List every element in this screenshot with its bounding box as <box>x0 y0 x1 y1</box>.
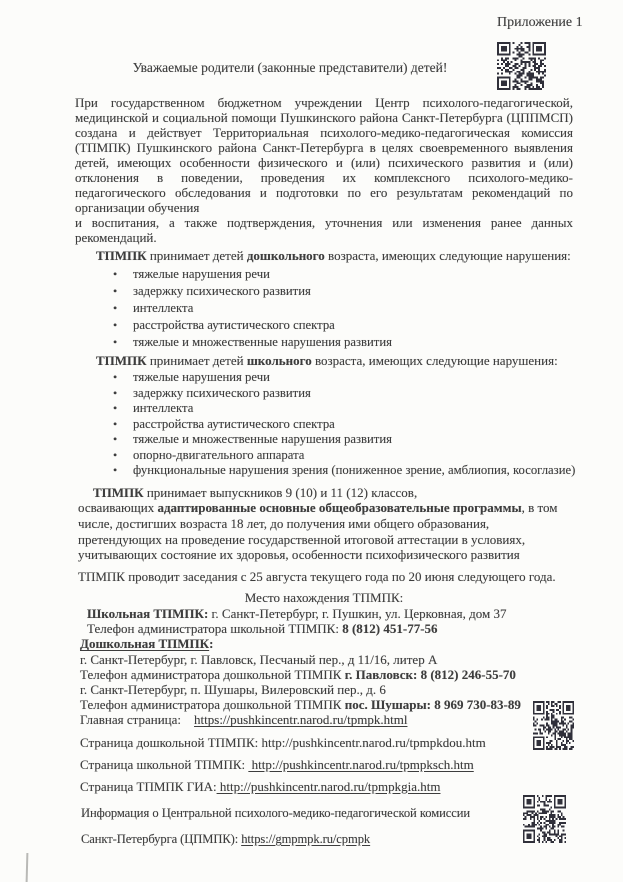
text-line <box>75 155 573 170</box>
text-line <box>80 652 573 667</box>
text-segment: г. Павловск: 8 (812) 246-55-70 <box>344 666 516 682</box>
text-line <box>80 682 573 697</box>
list-item <box>75 370 573 386</box>
text-segment: принимает детей <box>146 248 247 263</box>
text-segment: Телефон администратора дошкольной ТПМПК <box>80 697 345 713</box>
text-line <box>78 516 573 532</box>
text-line <box>78 485 573 501</box>
list-item-label: задержку психического развития <box>133 284 311 298</box>
preschool-section-intro <box>75 248 573 263</box>
bullet-icon: • <box>113 432 118 446</box>
page-links-block <box>75 735 573 794</box>
text-line <box>81 826 470 852</box>
text-segment: Дошкольная ТПМПК <box>80 636 210 652</box>
text-segment: При государственном бюджетном учреждении Центр психолого-педагогической, <box>75 95 573 110</box>
text-segment: и воспитания, а также подтверждения, уточнения или изменения ранее данных <box>75 215 573 230</box>
list-item <box>75 386 573 402</box>
text-line <box>75 170 573 185</box>
text-segment: г. Санкт-Петербург, г. Павловск, Песчаный пер., д 11/16, литер А <box>80 651 438 667</box>
list-item-label: опорно-двигательного аппарата <box>133 447 305 462</box>
text-segment: : <box>209 636 214 652</box>
text-line <box>75 353 573 368</box>
list-item <box>75 417 573 433</box>
text-segment: ТПМПК <box>96 248 147 263</box>
list-item-label: задержку психического развития <box>133 385 311 400</box>
bullet-icon: • <box>113 370 118 384</box>
bullet-icon: • <box>113 463 118 477</box>
list-item-label: интеллекта <box>133 401 194 415</box>
list-item <box>75 334 573 351</box>
list-item-label: тяжелые нарушения речи <box>133 267 270 281</box>
text-segment: числе, достигших возраста 18 лет, до получения ими общего образования, <box>78 515 490 531</box>
text-line <box>80 697 573 712</box>
text-line <box>81 800 470 826</box>
link-url[interactable]: https://gmpmpk.ru/cpmpk <box>241 832 371 846</box>
text-segment: осваивающих <box>78 500 158 516</box>
school-section-intro <box>75 353 573 368</box>
bullet-icon: • <box>113 385 118 400</box>
scan-artifact <box>26 853 28 882</box>
bullet-icon: • <box>113 318 118 332</box>
intro-paragraph <box>75 95 573 245</box>
text-line <box>75 215 573 230</box>
text-line <box>75 95 573 110</box>
bullet-icon: • <box>113 301 118 315</box>
text-line <box>78 547 573 563</box>
bullet-icon: • <box>113 267 118 281</box>
list-item <box>75 432 573 448</box>
text-segment: Страница дошкольной ТПМПК: <box>80 734 262 750</box>
text-segment: возраста, имеющих следующие нарушения: <box>324 248 571 263</box>
graduates-paragraph <box>75 485 573 564</box>
link-url[interactable]: http://pushkincentr.narod.ru/tpmpkgia.htm <box>216 778 441 794</box>
bullet-icon: • <box>113 335 118 349</box>
link-url[interactable]: https://pushkincentr.narod.ru/tpmpk.html <box>194 712 408 728</box>
text-line <box>75 185 573 200</box>
text-line <box>80 712 573 727</box>
text-segment: организации обучения <box>75 200 200 215</box>
address-block <box>75 606 573 728</box>
text-segment: принимает выпускников 9 (10) и 11 (12) классов, <box>143 484 418 500</box>
text-line <box>80 757 573 772</box>
text-segment: создана и действует Территориальная психолого-медико-педагогическая комиссия <box>75 125 573 140</box>
text-segment: Главная страница: <box>80 712 195 728</box>
list-item-label: интеллекта <box>133 301 194 315</box>
text-line <box>80 779 573 794</box>
list-item <box>75 463 576 479</box>
list-item <box>75 266 573 283</box>
list-item-label: функциональные нарушения зрения (пониженное зрение, амблиопия, косоглазие) <box>133 463 576 477</box>
text-segment: возраста, имеющих следующие нарушения: <box>311 353 558 368</box>
bullet-icon: • <box>113 284 118 298</box>
school-bullet-list <box>75 370 576 479</box>
text-segment: Санкт-Петербурга (ЦПМПК): <box>81 832 242 846</box>
text-segment: Информация о Центральной психолого-медико-педагогической комиссии <box>81 806 470 820</box>
text-segment: 8 (812) 451-77-56 <box>342 621 438 637</box>
list-item-label: тяжелые и множественные нарушения развития <box>133 432 392 446</box>
location-title: Место нахождения ТПМПК: <box>244 590 404 606</box>
text-line <box>78 532 573 548</box>
list-item <box>75 448 573 464</box>
link-url[interactable]: http://pushkincentr.narod.ru/tpmpksch.htm <box>248 756 474 772</box>
text-segment: медицинской и социальной помощи Пушкинского района Санкт-Петербурга (ЦППМСП) <box>75 110 573 125</box>
bullet-icon: • <box>113 401 118 415</box>
text-segment: Школьная ТПМПК: <box>87 606 209 622</box>
list-item-label: тяжелые и множественные нарушения развития <box>133 335 392 349</box>
text-segment: ТПМПК <box>96 353 147 368</box>
text-line <box>80 735 573 750</box>
text-line <box>75 230 573 245</box>
page-title: Уважаемые родители (законные представители) детей! <box>132 60 448 75</box>
bullet-icon: • <box>113 447 118 462</box>
text-line <box>75 125 573 140</box>
text-segment: адаптированные основные общеобразовательные программы <box>157 500 522 516</box>
text-line <box>80 667 573 682</box>
text-segment: Страница ТПМПК ГИА: <box>80 778 217 794</box>
text-segment: отклонения в поведении, проведения их комплексного психолого-медико- <box>75 170 573 185</box>
text-line <box>75 248 573 263</box>
appendix-label: Приложение 1 <box>497 15 583 30</box>
text-line <box>75 110 573 125</box>
text-segment: педагогического обследования и подготовки по его результатам рекомендаций по <box>75 185 573 200</box>
document-body <box>75 95 576 794</box>
link-url[interactable]: http://pushkincentr.narod.ru/tpmpkdou.htm <box>261 734 486 750</box>
list-item-label: тяжелые нарушения речи <box>133 370 270 384</box>
text-segment: Телефон администратора школьной ТПМПК: <box>87 621 343 637</box>
bullet-icon: • <box>113 416 118 431</box>
text-line <box>78 500 573 516</box>
text-segment: пос. Шушары: 8 969 730-83-89 <box>344 697 521 713</box>
list-item <box>75 401 573 417</box>
list-item-label: расстройства аутистического спектра <box>133 318 335 332</box>
text-line <box>80 621 573 636</box>
text-segment: , в том <box>521 500 558 516</box>
text-line <box>75 200 573 215</box>
list-item <box>75 317 573 334</box>
text-segment: (ТПМПК) Пушкинского района Санкт-Петербурга в целях своевременного выявления <box>75 140 573 155</box>
footer-paragraph <box>81 800 470 852</box>
text-segment: школьного <box>246 353 312 368</box>
text-segment: г. Санкт-Петербург, п. Шушары, Вилеровский пер., д. 6 <box>80 682 386 698</box>
preschool-bullet-list <box>75 266 573 351</box>
list-item-label: расстройства аутистического спектра <box>133 416 335 431</box>
text-segment: Страница школьной ТПМПК: <box>80 756 249 772</box>
text-line <box>75 140 573 155</box>
text-segment: учитывающих состояние их здоровья, особенности психофизического развития <box>78 547 520 563</box>
qr-code-bottom <box>523 795 566 843</box>
text-line <box>80 636 573 651</box>
list-item <box>75 300 573 317</box>
text-line <box>80 606 573 621</box>
text-segment: детей, имеющих особенности физического и (или) психического развития и (или) <box>75 155 573 170</box>
text-segment: Телефон администратора дошкольной ТПМПК <box>80 666 345 682</box>
text-segment: г. Санкт-Петербург, г. Пушкин, ул. Церковная, дом 37 <box>208 606 507 622</box>
sessions-line: ТПМПК проводит заседания с 25 августа текущего года по 20 июня следующего года. <box>78 569 556 585</box>
text-segment: ТПМПК <box>93 484 144 500</box>
text-segment: принимает детей <box>146 353 247 368</box>
text-segment: рекомендаций. <box>75 230 157 245</box>
list-item <box>75 283 573 300</box>
text-segment: претендующих на проведение государственной итоговой аттестации в условиях, <box>78 531 526 547</box>
text-segment: дошкольного <box>246 248 325 263</box>
